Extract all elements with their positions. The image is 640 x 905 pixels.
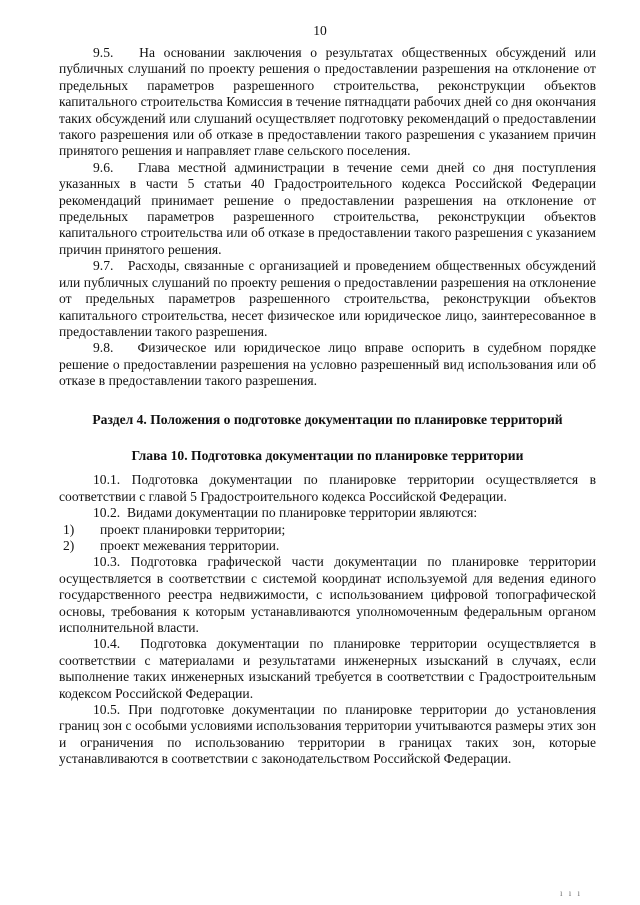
paragraph-10-3: 10.3. Подготовка графической части документации по планировке территории осуществляется в соответствии с системой координат используемой для ведения единого государственного реестра недвижимости, с использованием цифровой топографической основы, требования к которым устанавливаются уполномоченным федеральным органом исполнительной власти.: [59, 554, 596, 635]
paragraph-10-5: 10.5. При подготовке документации по планировке территории до установления границ зон с особыми условиями использования территории учитываются размеры этих зон и ограничения по использованию территории в границах таких зон, которые устанавливаются в соответствии с законодательством Российской Федерации.: [59, 702, 596, 767]
list-item: [59, 522, 596, 538]
list-item-text: проект планировки территории;: [100, 521, 286, 537]
paragraph-10-4: 10.4. Подготовка документации по планировке территории осуществляется в соответствии с материалами и результатами инженерных изысканий в случаях, если выполнение таких инженерных изысканий требуется в соответствии с Градостроительным кодексом Российской Федерации.: [59, 636, 596, 701]
paragraph-9-8: 9.8. Физическое или юридическое лицо вправе оспорить в судебном порядке решение о предоставлении разрешения на условно разрешенный вид использования или об отказе в предоставлении такого разрешения.: [59, 340, 596, 389]
corner-mark: ı ı ı: [559, 887, 582, 898]
paragraph-10-1: 10.1. Подготовка документации по планировке территории осуществляется в соответствии с главой 5 Градостроительного кодекса Российской Федерации.: [59, 472, 596, 504]
section-heading: Раздел 4. Положения о подготовке документации по планировке территорий: [92, 411, 563, 427]
chapter-heading: Глава 10. Подготовка документации по планировке территории: [131, 447, 524, 463]
paragraph-9-6: 9.6. Глава местной администрации в течение семи дней со дня поступления указанных в части 5 статьи 40 Градостроительного кодекса Российской Федерации рекомендаций принимает решение о предоставлении разрешения на отклонение от предельных параметров разрешенного строительства, реконструкции объектов капитального строительства или об отказе в предоставлении такого разрешения с указанием причин принятого решения.: [59, 159, 596, 257]
list-item: [59, 538, 596, 554]
paragraph-10-2: 10.2. Видами документации по планировке территории являются:: [93, 505, 478, 521]
list-item-number: 2): [63, 537, 75, 553]
paragraph-9-7: 9.7. Расходы, связанные с организацией и проведением общественных обсуждений или публичных слушаний по проекту решения о предоставлении разрешения на отклонение от предельных параметров разрешенного строительства, реконструкции объектов капитального строительства, несет физическое или юридическое лицо, заинтересованное в предоставлении такого разрешения.: [59, 258, 596, 339]
list-item-number: 1): [63, 521, 75, 537]
document-body: [59, 45, 596, 768]
page-number: 10: [313, 23, 327, 38]
paragraph-9-5: 9.5. На основании заключения о результатах общественных обсуждений или публичных слушаний по проекту решения о предоставлении разрешения на отклонение от предельных параметров разрешенного строительства, реконструкции объектов капитального строительства Комиссия в течение пятнадцати рабочих дней со дня окончания таких обсуждений или слушаний осуществляет подготовку рекомендаций о предоставлении такого разрешения или об отказе в предоставлении такого разрешения с указанием причин принятого решения и направляет главе сельского поселения.: [59, 45, 596, 159]
list-item-text: проект межевания территории.: [100, 537, 280, 553]
